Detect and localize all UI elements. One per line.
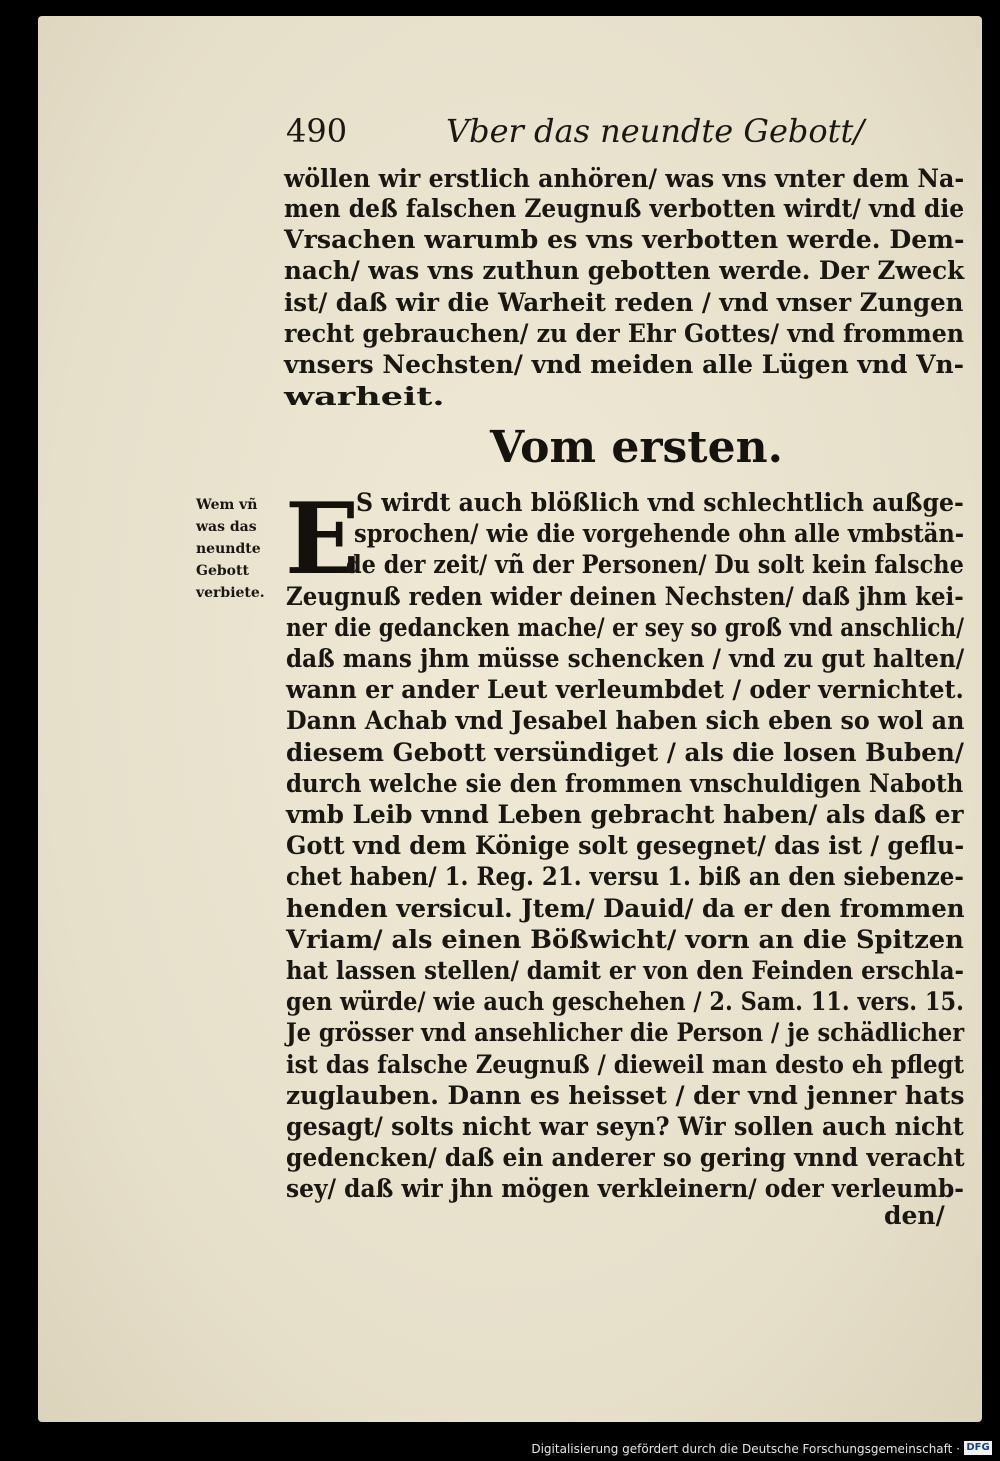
text-line: Vrsachen warumb es vns verbotten werde. Dem- bbox=[284, 225, 965, 254]
text-line: nach/ was vns zuthun gebotten werde. Der Zweck bbox=[284, 256, 965, 285]
marginal-note-line: verbiete. bbox=[196, 585, 265, 601]
marginal-note-line: was das bbox=[196, 519, 257, 535]
book-page bbox=[38, 16, 982, 1422]
running-head-title: Vber das neundte Gebott/ bbox=[446, 112, 865, 150]
text-line: chet haben/ 1. Reg. 21. versu 1. biß an den siebenze- bbox=[286, 862, 964, 892]
running-head bbox=[286, 112, 865, 156]
text-line: recht gebrauchen/ zu der Ehr Gottes/ vnd frommen bbox=[284, 319, 965, 348]
marginal-note-line: neundte bbox=[196, 541, 261, 557]
text-line: gedencken/ daß ein anderer so gering vnnd veracht bbox=[286, 1143, 965, 1173]
text-line: diesem Gebott versündiget / als die losen Buben/ bbox=[286, 737, 964, 767]
text-line: wöllen wir erstlich anhören/ was vns vnter dem Na- bbox=[284, 164, 965, 193]
text-line: ner die gedancken mache/ er sey so groß vnd anschlich/ bbox=[286, 612, 965, 642]
initial-letter: E bbox=[285, 482, 360, 597]
text-line: S wirdt auch blößlich vnd schlechtlich außge- bbox=[356, 488, 964, 517]
marginal-note-line: Gebott bbox=[196, 563, 249, 579]
text-line: Je grösser vnd ansehlicher die Person / je schädlicher bbox=[286, 1018, 965, 1048]
funding-credit: Digitalisierung gefördert durch die Deutsche Forschungsgemeinschaft · bbox=[531, 1442, 960, 1456]
text-line: sprochen/ wie die vorgehende ohn alle vmbstän- bbox=[354, 519, 965, 549]
text-line: gen würde/ wie auch geschehen / 2. Sam. 11. vers. 15. bbox=[286, 987, 964, 1017]
text-line: Zeugnuß reden wider deinen Nechsten/ daß jhm kei- bbox=[286, 581, 964, 611]
page-number: 490 bbox=[286, 112, 348, 150]
text-line: ist/ daß wir die Warheit reden / vnd vnser Zungen bbox=[284, 288, 964, 317]
catchword: den/ bbox=[884, 1201, 945, 1230]
text-line: men deß falschen Zeugnuß verbotten wirdt/ vnd die bbox=[284, 194, 965, 223]
text-line: vnsers Nechsten/ vnd meiden alle Lügen vnd Vn- bbox=[284, 350, 964, 379]
text-line: vmb Leib vnnd Leben gebracht haben/ als daß er bbox=[286, 800, 964, 829]
marginal-note-line: Wem vñ bbox=[196, 497, 258, 513]
text-line: Dann Achab vnd Jesabel haben sich eben so wol an bbox=[286, 706, 965, 736]
marginal-note bbox=[196, 494, 280, 604]
text-line: durch welche sie den frommen vnschuldigen Naboth bbox=[286, 768, 964, 798]
dfg-logo-icon: DFG bbox=[964, 1441, 992, 1455]
text-line: sey/ daß wir jhn mögen verkleinern/ oder verleumb- bbox=[286, 1174, 964, 1204]
text-line: zuglauben. Dann es heisset / der vnd jenner hats bbox=[286, 1080, 965, 1110]
footer-bar bbox=[0, 1436, 1000, 1461]
text-line: daß mans jhm müsse schencken / vnd zu gut halten/ bbox=[286, 644, 965, 673]
text-line: Gott vnd dem Könige solt gesegnet/ das ist / geflu- bbox=[286, 831, 965, 861]
section-heading: Vom ersten. bbox=[490, 422, 783, 473]
text-line: hat lassen stellen/ damit er von den Feinden erschla- bbox=[286, 956, 964, 985]
text-line: ist das falsche Zeugnuß / dieweil man desto eh pflegt bbox=[286, 1049, 964, 1079]
text-line: gesagt/ solts nicht war seyn? Wir sollen auch nicht bbox=[286, 1112, 964, 1141]
text-line: de der zeit/ vñ der Personen/ Du solt kein falsche bbox=[346, 550, 964, 580]
text-line: wann er ander Leut verleumbdet / oder vernichtet. bbox=[286, 675, 964, 705]
text-line: henden versicul. Jtem/ Dauid/ da er den frommen bbox=[286, 893, 965, 923]
text-line: Vriam/ als einen Bößwicht/ vorn an die Spitzen bbox=[286, 924, 964, 954]
text-line: warheit. bbox=[284, 382, 445, 411]
